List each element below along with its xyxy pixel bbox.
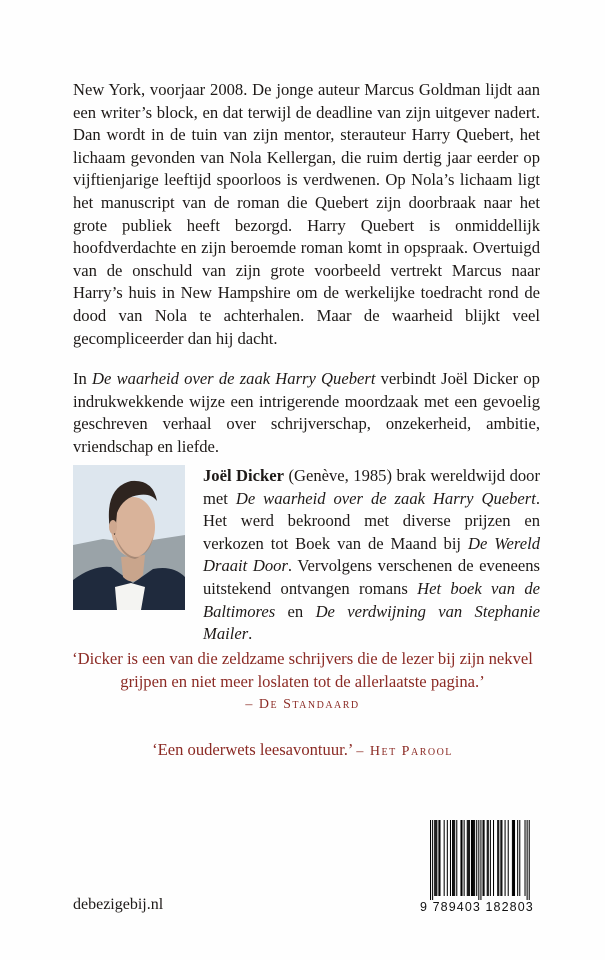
barcode-bar: [468, 820, 469, 896]
text: In: [73, 369, 93, 388]
barcode-bar: [436, 820, 437, 896]
synopsis: [73, 79, 540, 350]
barcode-bar: [519, 820, 520, 896]
barcode-bar: [467, 820, 468, 896]
quote-source: – De Standaard: [245, 696, 360, 712]
barcode-bar: [471, 820, 472, 896]
book-title: De waarheid over de zaak Harry Quebert: [92, 369, 376, 388]
barcode-bar: [450, 820, 451, 896]
barcode-bar: [508, 820, 509, 896]
press-quote: [60, 648, 545, 716]
barcode-bar: [480, 820, 481, 900]
barcode-bar: [473, 820, 474, 896]
barcode-bar: [456, 820, 457, 896]
text: en: [275, 601, 316, 621]
text: . Vervolgens verschenen de eveneens uitstekend ontvangen romans: [203, 556, 540, 598]
barcode-bar: [517, 820, 518, 896]
barcode-bar: [500, 820, 501, 896]
book-title: Het boek van de Baltimores: [203, 578, 540, 621]
barcode-bar: [512, 820, 513, 896]
barcode-bar: [483, 820, 484, 896]
author-name: Joël Dicker: [203, 466, 284, 485]
barcode-bar: [490, 820, 491, 896]
barcode-bars: [420, 818, 538, 902]
barcode-bar: [435, 820, 436, 896]
award-program: De Wereld Draait Door: [203, 533, 541, 576]
barcode-bar: [501, 820, 502, 896]
quote-text: ‘Dicker is een van die zeldzame schrijvers die de lezer bij zijn nekvel grijpen en niet meer loslaten tot de allerlaatste pagina.’: [72, 649, 533, 691]
barcode-bar: [439, 820, 440, 896]
publisher-website: debezigebij.nl: [73, 896, 164, 913]
isbn-barcode: [420, 818, 538, 918]
barcode-bar: [513, 820, 514, 896]
synopsis-summary: [73, 368, 540, 458]
barcode-bar: [474, 820, 475, 896]
quote-source: – Het Parool: [356, 744, 453, 760]
barcode-bar: [434, 820, 435, 896]
synopsis-paragraph: New York, voorjaar 2008. De jonge auteur Marcus Goldman lijdt aan een writer’s block, en dat terwijl de deadline van zijn uitgever nadert. Dan wordt in de tuin van zijn mentor, sterauteur Harry Quebert, het lichaam gevonden van Nola Kellergan, die ruim dertig jaar eerder op vijftienjarige leeftijd spoorloos is verdwenen. Op Nola’s lichaam ligt het manuscript van de roman die Quebert zijn doorbraak naar het grote publiek heeft bezorgd. Harry Quebert is onmiddellijk hoofdverdachte en zijn beroemde roman komt in opspraak. Overtuigd van de onschuld van zijn grote voorbeeld vertrekt Marcus naar Harry’s huis in New Hampshire om de werkelijke toedracht rond de dood van Nola te achterhalen. Maar de waarheid blijkt veel gecompliceerder dan hij dacht.: [73, 80, 540, 348]
quote-text: ‘Een ouderwets leesavontuur.’: [152, 740, 353, 760]
barcode-bar: [444, 820, 445, 896]
text: .: [248, 624, 253, 644]
barcode-bar: [487, 820, 488, 896]
barcode-bar: [498, 820, 499, 896]
isbn-number: 9 789403 182803: [420, 900, 534, 914]
barcode-bar: [514, 820, 515, 896]
book-title: De waarheid over de zaak Harry Quebert: [235, 488, 536, 508]
barcode-bar: [469, 820, 470, 896]
barcode-bar: [454, 820, 455, 896]
author-section: [73, 465, 541, 644]
barcode-bar: [488, 820, 489, 896]
portrait-illustration: [73, 465, 185, 610]
barcode-bar: [438, 820, 439, 896]
barcode-bar: [472, 820, 473, 896]
text: (Genève, 1985) brak wereldwijd door met: [203, 466, 540, 508]
barcode-bar: [460, 820, 461, 896]
press-quote: [60, 739, 545, 764]
barcode-bar: [453, 820, 454, 896]
barcode-bar: [430, 820, 431, 900]
author-bio: [203, 465, 540, 646]
synopsis-paragraph: [73, 368, 540, 458]
barcode-bar: [505, 820, 506, 896]
barcode-bar: [527, 820, 528, 900]
barcode-bar: [484, 820, 485, 896]
text: verbindt Joël Dicker op indrukwekkende wijze een intrigerende moordzaak met een gevoelig geschreven verhaal over schrijverschap, onzekerheid, ambitie, vriendschap en liefde.: [73, 369, 540, 456]
text: . Het werd bekroond met diverse prijzen en verkozen tot Boek van de Maand bij: [203, 488, 540, 553]
barcode-bar: [493, 820, 494, 896]
barcode-bar: [525, 820, 526, 896]
barcode-bar: [497, 820, 498, 896]
barcode-bar: [432, 820, 433, 900]
barcode-bar: [462, 820, 463, 896]
barcode-bar: [447, 820, 448, 896]
press-quotes: [60, 648, 545, 764]
barcode-bar: [464, 820, 465, 896]
barcode-bar: [476, 820, 477, 896]
barcode-bar: [452, 820, 453, 896]
book-title: De verdwijning van Stephanie Mailer: [203, 601, 540, 644]
barcode-bar: [478, 820, 479, 900]
barcode-bar: [529, 820, 530, 900]
author-photo: [73, 465, 185, 610]
